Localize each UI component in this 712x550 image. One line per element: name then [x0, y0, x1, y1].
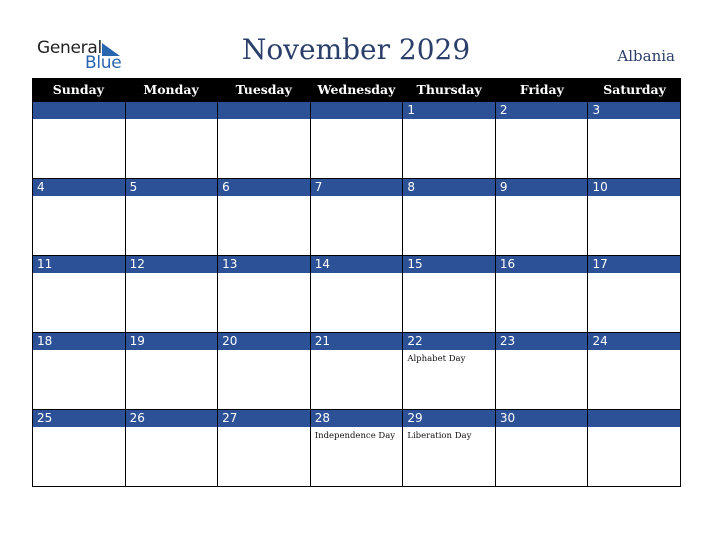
day-number: 6: [222, 180, 230, 194]
logo-general-text: General: [37, 38, 102, 58]
week-row: [32, 333, 681, 410]
day-cell[interactable]: [496, 179, 589, 256]
weekday-sunday: Sunday: [52, 82, 104, 97]
day-cell[interactable]: [403, 179, 496, 256]
weekday-header: [32, 78, 681, 102]
weekday-friday: Friday: [519, 82, 564, 97]
day-number: 15: [407, 257, 423, 271]
day-cell[interactable]: [496, 256, 589, 333]
day-cell[interactable]: [126, 256, 219, 333]
day-cell[interactable]: [311, 333, 404, 410]
day-number: 14: [314, 257, 331, 271]
day-cell[interactable]: [311, 102, 404, 179]
day-cell[interactable]: [588, 256, 681, 333]
day-number: 11: [37, 257, 53, 271]
day-cell[interactable]: [126, 333, 219, 410]
day-cell[interactable]: [588, 102, 681, 179]
day-cell[interactable]: [311, 410, 404, 487]
day-number: 16: [499, 257, 516, 271]
day-number: 1: [407, 103, 415, 117]
day-number: 9: [499, 180, 508, 194]
day-number: 28: [314, 411, 331, 425]
day-number: 20: [222, 334, 238, 348]
day-number: 13: [222, 257, 238, 271]
day-cell[interactable]: [496, 333, 589, 410]
day-number: 17: [592, 257, 608, 271]
day-cell[interactable]: [218, 333, 311, 410]
day-cell[interactable]: [311, 256, 404, 333]
day-number: 4: [37, 180, 45, 194]
day-cell[interactable]: [403, 256, 496, 333]
day-number: 23: [499, 334, 516, 348]
day-number: 30: [499, 411, 516, 425]
day-cell[interactable]: [126, 179, 219, 256]
calendar-title: November 2029: [241, 33, 471, 66]
day-cell[interactable]: [218, 179, 311, 256]
day-cell[interactable]: [218, 410, 311, 487]
week-row: [32, 102, 681, 179]
week-cells: [33, 102, 681, 179]
day-cell[interactable]: [33, 102, 126, 179]
weekday-wednesday: Wednesday: [317, 82, 396, 97]
day-number: 29: [407, 411, 423, 425]
week-row: [32, 410, 681, 487]
day-cell[interactable]: [126, 410, 219, 487]
day-number: 18: [37, 334, 53, 348]
weekday-monday: Monday: [143, 82, 199, 97]
weekday-tuesday: Tuesday: [235, 82, 292, 97]
holiday-label: Alphabet Day: [407, 354, 466, 364]
day-cell[interactable]: [588, 410, 681, 487]
day-cell[interactable]: [403, 333, 496, 410]
day-number: 12: [129, 257, 145, 271]
day-cell[interactable]: [33, 179, 126, 256]
day-number: 8: [407, 180, 415, 194]
week-row: [32, 179, 681, 256]
weekday-thursday: Thursday: [416, 82, 482, 97]
week-cells: [33, 256, 681, 333]
day-cell[interactable]: [403, 410, 496, 487]
country-label: Albania: [617, 47, 675, 65]
week-row: [32, 256, 681, 333]
day-cell[interactable]: [496, 102, 589, 179]
day-number: 27: [222, 411, 238, 425]
day-cell[interactable]: [311, 179, 404, 256]
day-cell[interactable]: [403, 102, 496, 179]
calendar-grid: [32, 78, 681, 487]
day-number: 10: [592, 180, 608, 194]
day-cell[interactable]: [218, 102, 311, 179]
holiday-label: Liberation Day: [407, 431, 472, 441]
weekday-saturday: Saturday: [603, 82, 666, 97]
day-cell[interactable]: [126, 102, 219, 179]
day-number: 7: [314, 180, 323, 194]
day-cell[interactable]: [218, 256, 311, 333]
day-number: 25: [37, 411, 53, 425]
day-number: 5: [129, 180, 138, 194]
day-number: 2: [499, 103, 508, 117]
day-cell[interactable]: [496, 410, 589, 487]
week-cells: [33, 179, 681, 256]
day-cell[interactable]: [33, 256, 126, 333]
day-cell[interactable]: [588, 179, 681, 256]
day-number: 19: [129, 334, 145, 348]
day-number: 21: [314, 334, 331, 348]
week-cells: [33, 333, 681, 410]
day-cell[interactable]: [33, 410, 126, 487]
week-cells: [33, 410, 681, 487]
day-number: 22: [407, 334, 423, 348]
day-number: 26: [129, 411, 145, 425]
day-number: 3: [592, 103, 601, 117]
day-cell[interactable]: [588, 333, 681, 410]
weeks-container: [32, 102, 681, 487]
holiday-label: Independence Day: [314, 431, 396, 441]
logo-blue-text: Blue: [85, 53, 122, 73]
day-cell[interactable]: [33, 333, 126, 410]
day-number: 24: [592, 334, 608, 348]
